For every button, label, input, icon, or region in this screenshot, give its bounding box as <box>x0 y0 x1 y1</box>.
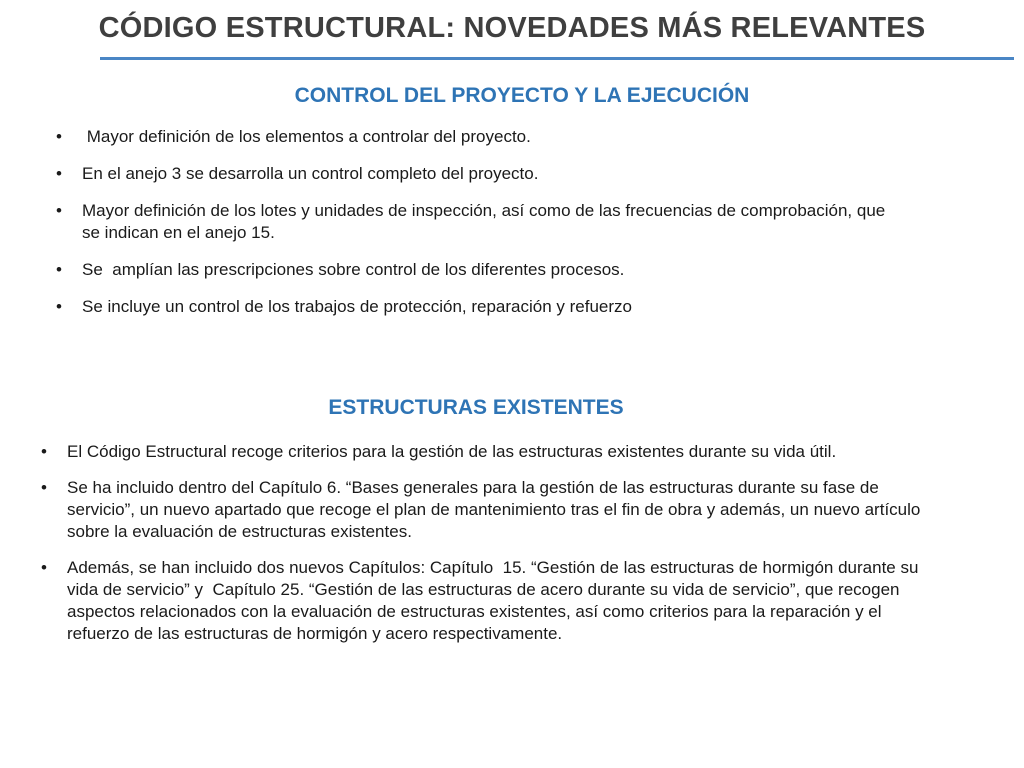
existing-structures-bullet-list <box>41 441 931 659</box>
list-item <box>56 200 896 244</box>
bullet-text: Mayor definición de los lotes y unidades de inspección, así como de las frecuencias de comprobación, que se indican en el anejo 15. <box>82 201 890 242</box>
bullet-icon: • <box>56 164 62 183</box>
bullet-icon: • <box>41 478 47 497</box>
bullet-icon: • <box>56 260 62 279</box>
bullet-text: Además, se han incluido dos nuevos Capítulos: Capítulo 15. “Gestión de las estructuras de hormigón durante su vida de servicio” y Capítulo 25. “Gestión de las estructuras de acero durante su vida de servicio”, que recogen aspectos relacionados con la evaluación de estructuras existentes, así como criterios para la reparación y el refuerzo de las estructuras de hormigón y acero respectivamente. <box>67 558 924 643</box>
list-item <box>56 126 896 148</box>
list-item <box>56 163 896 185</box>
bullet-text: Se incluye un control de los trabajos de protección, reparación y refuerzo <box>82 297 632 316</box>
section-heading-existing-structures: ESTRUCTURAS EXISTENTES <box>328 396 624 419</box>
bullet-text: En el anejo 3 se desarrolla un control completo del proyecto. <box>82 164 539 183</box>
bullet-icon: • <box>41 442 47 461</box>
control-bullet-list <box>56 126 896 333</box>
list-item <box>56 259 896 281</box>
bullet-icon: • <box>56 297 62 316</box>
bullet-icon: • <box>56 201 62 220</box>
bullet-text: Se ha incluido dentro del Capítulo 6. “Bases generales para la gestión de las estructuras durante su fase de servicio”, un nuevo apartado que recoge el plan de mantenimiento tras el fin de obra y además, un nuevo artículo sobre la evaluación de estructuras existentes. <box>67 478 926 541</box>
bullet-text: El Código Estructural recoge criterios para la gestión de las estructuras existentes durante su vida útil. <box>67 442 837 461</box>
section-heading-control: CONTROL DEL PROYECTO Y LA EJECUCIÓN <box>294 84 750 107</box>
bullet-text: Se amplían las prescripciones sobre control de los diferentes procesos. <box>82 260 625 279</box>
list-item <box>41 441 931 463</box>
list-item <box>56 296 896 318</box>
bullet-text: Mayor definición de los elementos a controlar del proyecto. <box>82 127 531 146</box>
bullet-icon: • <box>56 127 62 146</box>
title-underline <box>100 57 1014 60</box>
list-item <box>41 557 931 645</box>
slide-title: CÓDIGO ESTRUCTURAL: NOVEDADES MÁS RELEVANTES <box>98 12 926 44</box>
list-item <box>41 477 931 543</box>
bullet-icon: • <box>41 558 47 577</box>
